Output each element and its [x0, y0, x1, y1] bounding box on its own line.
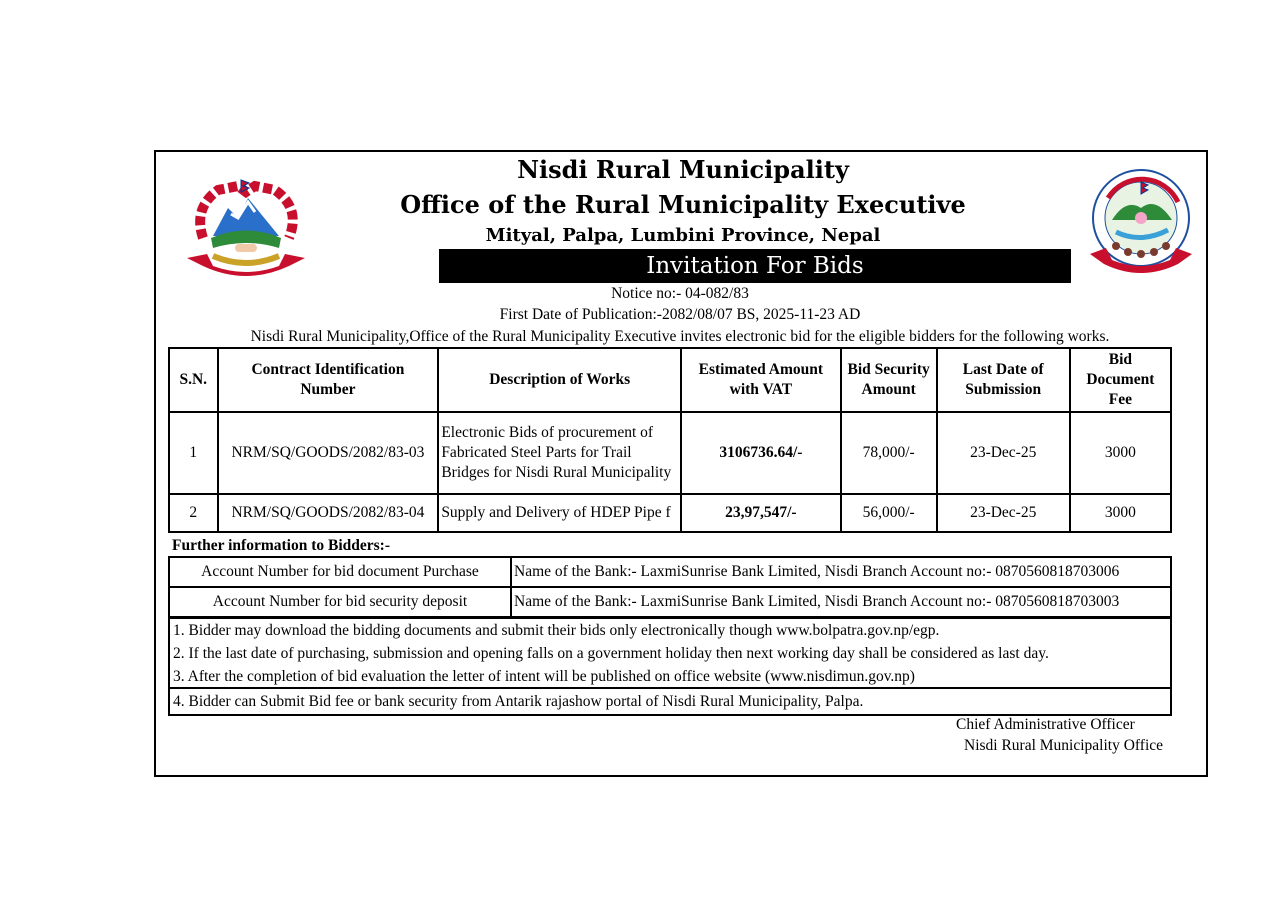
cell-description — [438, 412, 681, 494]
municipality-title: Nisdi Rural Municipality — [517, 155, 849, 184]
intro-text: Nisdi Rural Municipality,Office of the Rural Municipality Executive invites electronic bid for the eligible bidders for the following works. — [250, 328, 1110, 345]
table-row — [169, 494, 1171, 532]
note-item: 4. Bidder can Submit Bid fee or bank security from Antarik rajashow portal of Nisdi Rural Municipality, Palpa. — [168, 687, 1172, 716]
cell-estimated-amount: 23,97,547/- — [681, 494, 841, 532]
invitation-banner: Invitation For Bids — [439, 249, 1071, 283]
signature-office: Nisdi Rural Municipality Office — [964, 737, 1164, 754]
table-header-row — [169, 348, 1171, 412]
nisdi-municipality-seal-icon — [1086, 168, 1196, 280]
cell-sn: 1 — [169, 412, 218, 494]
bids-table — [168, 347, 1172, 533]
cell-last-date: 23-Dec-25 — [937, 494, 1070, 532]
account-value: Name of the Bank:- LaxmiSunrise Bank Limited, Nisdi Branch Account no:- 0870560818703006 — [511, 557, 1171, 587]
description-line: Bridges for Nisdi Rural Municipality — [441, 464, 672, 481]
col-description: Description of Works — [438, 348, 681, 412]
account-label: Account Number for bid security deposit — [169, 587, 511, 617]
notice-number: Notice no:- 04-082/83 — [611, 285, 749, 302]
description-line: Fabricated Steel Parts for Trail — [441, 444, 632, 461]
cell-doc-fee: 3000 — [1070, 494, 1171, 532]
note-item: 2. If the last date of purchasing, submission and opening falls on a government holiday then next working day shall be considered as last day. — [173, 645, 1049, 662]
cell-contract-id: NRM/SQ/GOODS/2082/83-03 — [218, 412, 439, 494]
account-value: Name of the Bank:- LaxmiSunrise Bank Limited, Nisdi Branch Account no:- 0870560818703003 — [511, 587, 1171, 617]
col-bid-security-label: Bid Security Amount — [847, 361, 930, 398]
publication-date: First Date of Publication:-2082/08/07 BS, 2025-11-23 AD — [499, 306, 861, 323]
description-line: Supply and Delivery of HDEP Pipe f — [441, 504, 671, 521]
nepal-emblem-icon — [183, 178, 309, 282]
note-item: 1. Bidder may download the bidding documents and submit their bids only electronically though www.bolpatra.gov.np/egp. — [173, 622, 940, 639]
cell-last-date: 23-Dec-25 — [937, 412, 1070, 494]
further-info-heading: Further information to Bidders:- — [172, 537, 390, 554]
col-doc-fee — [1070, 348, 1171, 412]
col-last-date — [937, 348, 1070, 412]
description-line: Electronic Bids of procurement of — [441, 424, 654, 441]
cell-doc-fee: 3000 — [1070, 412, 1171, 494]
cell-sn: 2 — [169, 494, 218, 532]
col-estimated-amount — [681, 348, 841, 412]
cell-description — [438, 494, 681, 532]
col-doc-fee-label: Bid Document Fee — [1086, 351, 1155, 408]
col-estimated-amount-label: Estimated Amount with VAT — [698, 361, 824, 398]
col-sn: S.N. — [169, 348, 218, 412]
col-contract-id-label: Contract Identification Number — [251, 361, 405, 398]
cell-bid-security: 56,000/- — [841, 494, 937, 532]
signature-title: Chief Administrative Officer — [956, 716, 1135, 733]
account-row — [169, 557, 1171, 587]
table-row — [169, 412, 1171, 494]
notes-box — [168, 617, 1172, 688]
account-label: Account Number for bid document Purchase — [169, 557, 511, 587]
cell-contract-id: NRM/SQ/GOODS/2082/83-04 — [218, 494, 439, 532]
address: Mityal, Palpa, Lumbini Province, Nepal — [485, 225, 881, 246]
col-contract-id — [218, 348, 439, 412]
office-title: Office of the Rural Municipality Executive — [400, 190, 966, 219]
account-row — [169, 587, 1171, 617]
cell-bid-security: 78,000/- — [841, 412, 937, 494]
account-table — [168, 556, 1172, 618]
cell-estimated-amount: 3106736.64/- — [681, 412, 841, 494]
col-bid-security — [841, 348, 937, 412]
col-last-date-label: Last Date of Submission — [962, 361, 1044, 398]
note-item: 3. After the completion of bid evaluation the letter of intent will be published on office website (www.nisdimun.gov.np) — [173, 668, 915, 685]
